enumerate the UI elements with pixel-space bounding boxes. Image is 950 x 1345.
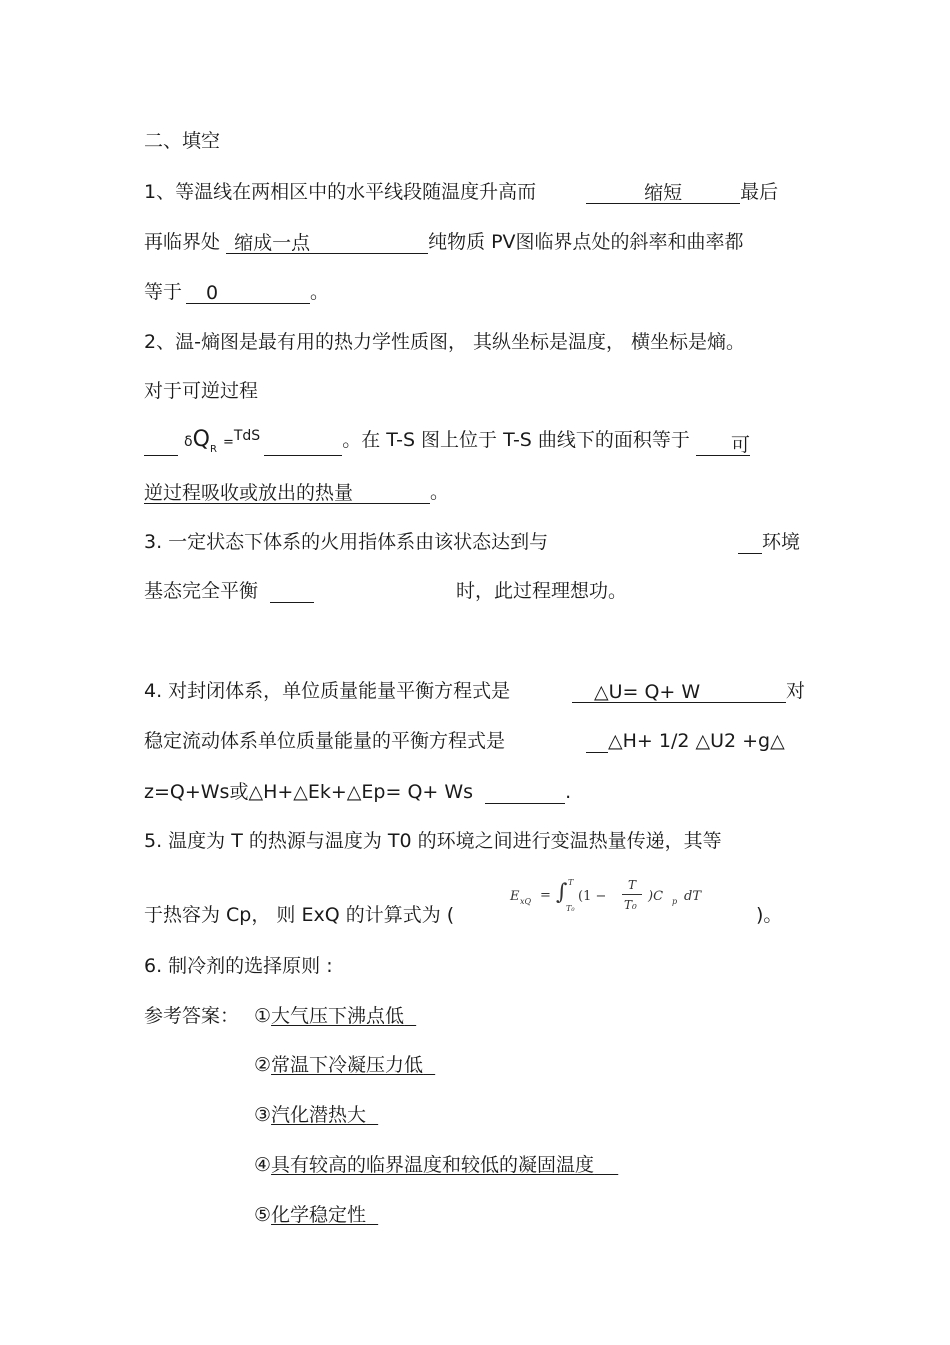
q6-item-4 bbox=[254, 1153, 618, 1177]
q1-text-2-end: 纯物质 PV图临界点处的斜率和曲率都 bbox=[428, 231, 744, 253]
q1-blank-1 bbox=[586, 181, 740, 204]
formula-upper-limit: T bbox=[568, 878, 574, 887]
q6-item-4-num: ④ bbox=[254, 1154, 272, 1176]
q2-delta: δ bbox=[184, 434, 193, 450]
formula-close: )C bbox=[648, 889, 664, 904]
q2-line-4 bbox=[144, 480, 449, 504]
q4-line-2-answer bbox=[586, 729, 785, 753]
q6-item-2 bbox=[254, 1053, 435, 1077]
q1-answer-2: 缩成一点 bbox=[234, 232, 311, 254]
formula-integral: ∫ bbox=[556, 880, 568, 905]
q4-line-2-text: 稳定流动体系单位质量能量的平衡方程式是 bbox=[144, 730, 506, 752]
formula-lower-limit: T₀ bbox=[566, 904, 575, 913]
q1-blank-3 bbox=[186, 281, 310, 304]
q4-text-1-end: 对 bbox=[786, 680, 806, 702]
q6-item-1-num: ① bbox=[254, 1005, 272, 1027]
q2-answer-b: 逆过程吸收或放出的热量 bbox=[144, 482, 354, 504]
q3-blank-1 bbox=[738, 531, 762, 554]
q4-text-3-end: . bbox=[565, 781, 572, 803]
q4-answer-2a: △H+ 1/2 △U2 +g△ bbox=[608, 730, 785, 752]
q2-blank-ans bbox=[696, 433, 750, 456]
q4-answer-2b: z=Q+Ws或△H+△Ek+△Ep= Q+ Ws bbox=[144, 781, 474, 803]
q3-text-2: 基态完全平衡 bbox=[144, 580, 259, 602]
q1-text-2: 再临界处 bbox=[144, 231, 221, 253]
q3-blank-2 bbox=[270, 580, 314, 603]
q6-item-5-num: ⑤ bbox=[254, 1204, 272, 1226]
q1-line-1 bbox=[144, 180, 778, 204]
q6-item-1 bbox=[254, 1004, 416, 1028]
q4-line-3 bbox=[144, 780, 571, 804]
q3-answer-1: 环境 bbox=[762, 531, 801, 553]
q2-blank-ans-2 bbox=[144, 481, 430, 504]
formula-numerator: T bbox=[628, 878, 637, 892]
q4-blank-1 bbox=[572, 680, 786, 703]
q2-Q: Q bbox=[192, 427, 210, 452]
q5-line-1: 5. 温度为 T 的热源与温度为 T0 的环境之间进行变温热量传递，其等 bbox=[144, 830, 722, 852]
q1-line-2 bbox=[144, 230, 744, 254]
q2-line-1: 2、温-熵图是最有用的热力学性质图， 其纵坐标是温度， 横坐标是熵。 bbox=[144, 331, 746, 353]
q6-item-1-text: 大气压下沸点低 bbox=[271, 1005, 405, 1027]
q1-text-1: 1、等温线在两相区中的水平线段随温度升高而 bbox=[144, 181, 537, 203]
q2-eq: = bbox=[222, 435, 234, 450]
q3-line-2 bbox=[144, 579, 314, 603]
q6-item-4-text: 具有较高的临界温度和较低的凝固温度 bbox=[271, 1154, 595, 1176]
q5-line-2: 于热容为 Cp， 则 ExQ 的计算式为 ( bbox=[144, 904, 455, 926]
q1-blank-2 bbox=[226, 231, 428, 254]
q1-text-1-end: 最后 bbox=[740, 181, 779, 203]
q1-line-3 bbox=[144, 280, 329, 304]
q4-blank-2 bbox=[586, 730, 608, 753]
q6-item-3-num: ③ bbox=[254, 1104, 272, 1126]
q4-blank-3 bbox=[485, 781, 565, 804]
q4-line-1-text: 4. 对封闭体系，单位质量能量平衡方程式是 bbox=[144, 680, 511, 702]
q2-text-4-end: 。 bbox=[430, 481, 450, 503]
q2-blank-post bbox=[264, 433, 342, 456]
q6-item-2-num: ② bbox=[254, 1054, 272, 1076]
q3-line-1-text: 3. 一定状态下体系的火用指体系由该状态达到与 bbox=[144, 531, 549, 553]
q4-answer-1: △U= Q+ W bbox=[594, 681, 701, 703]
q2-blank-pre bbox=[144, 433, 178, 456]
q4-line-1-answer bbox=[572, 679, 805, 703]
q1-answer-1: 缩短 bbox=[644, 182, 683, 204]
q6-answer-label: 参考答案： bbox=[144, 1005, 240, 1027]
formula-eq: = bbox=[540, 888, 551, 903]
q5-line-2-end: )。 bbox=[756, 904, 783, 926]
q6-item-2-text: 常温下冷凝压力低 bbox=[271, 1054, 424, 1076]
q2-answer-a: 可 bbox=[730, 434, 750, 456]
formula-dT: dT bbox=[684, 889, 701, 904]
formula-cp-sub: p bbox=[672, 897, 678, 906]
q2-line-2: 对于可逆过程 bbox=[144, 380, 259, 402]
q2-line-3 bbox=[144, 428, 750, 456]
q3-text-2-end: 时，此过程理想功。 bbox=[456, 580, 628, 602]
q6-title: 6. 制冷剂的选择原则 : bbox=[144, 955, 333, 977]
q6-item-3-text: 汽化潜热大 bbox=[271, 1104, 367, 1126]
q6-item-5-text: 化学稳定性 bbox=[271, 1204, 367, 1226]
q2-sub-R: R bbox=[209, 444, 217, 455]
formula-sub-xq: xQ bbox=[520, 897, 532, 906]
formula-open: (1 − bbox=[578, 889, 607, 904]
exq-formula bbox=[510, 878, 730, 922]
q1-answer-3: 0 bbox=[206, 282, 219, 304]
q2-tds: TdS bbox=[233, 428, 261, 444]
q1-text-3-end: 。 bbox=[310, 281, 330, 303]
q2-text-3: 。在 T-S 图上位于 T-S 曲线下的面积等于 bbox=[342, 429, 690, 451]
q6-item-5 bbox=[254, 1203, 378, 1227]
q6-item-3 bbox=[254, 1103, 378, 1127]
section-title: 二、填空 bbox=[144, 130, 221, 152]
formula-fraction-bar bbox=[622, 894, 642, 895]
q3-line-1-answer bbox=[738, 530, 800, 554]
formula-denominator: T₀ bbox=[624, 898, 637, 912]
formula-E: E bbox=[510, 889, 520, 904]
q1-text-3: 等于 bbox=[144, 281, 183, 303]
